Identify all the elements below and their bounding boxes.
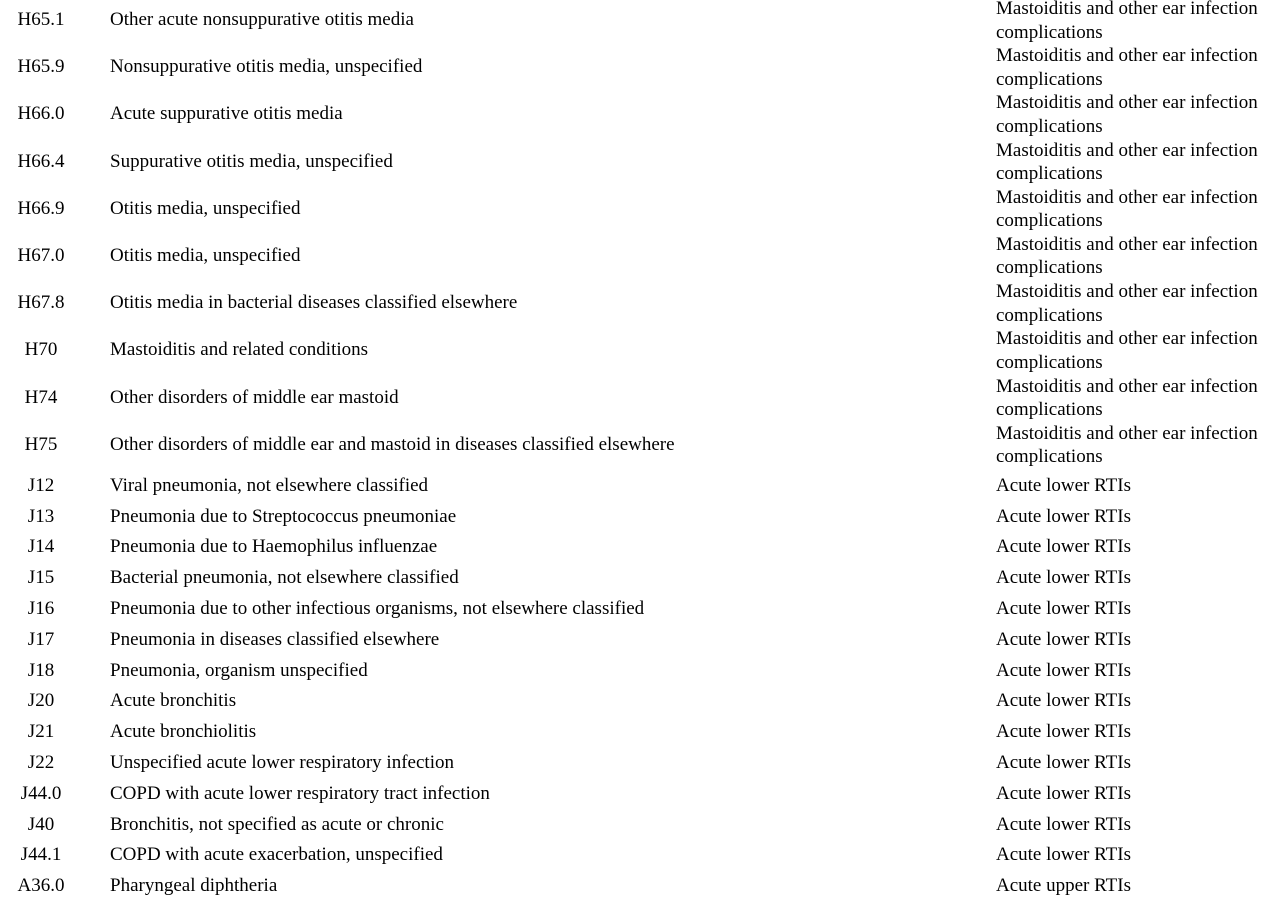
table-row: [0, 720, 1280, 751]
table-row: [0, 94, 1280, 141]
category-label: Acute lower RTIs: [996, 659, 1131, 681]
table-row: [0, 628, 1280, 659]
category-label: Acute lower RTIs: [996, 598, 1131, 620]
icd-code: J17: [27, 628, 55, 650]
icd-code: H66.0: [17, 103, 65, 125]
category-label: Acute lower RTIs: [996, 690, 1131, 712]
icd-code: H66.9: [17, 197, 65, 219]
code-description: Pneumonia due to Streptococcus pneumoniae: [110, 505, 457, 527]
category-label: Acute lower RTIs: [996, 844, 1131, 866]
table-row: [0, 330, 1280, 377]
category-label: Acute lower RTIs: [996, 813, 1131, 835]
icd-code: H65.1: [17, 9, 65, 30]
icd-code: H65.9: [17, 56, 65, 78]
category-label: Mastoiditis and other ear infection complications: [996, 375, 1258, 420]
code-description: COPD with acute exacerbation, unspecified: [110, 844, 443, 866]
table-row: [0, 566, 1280, 597]
category-label: Acute lower RTIs: [996, 721, 1131, 743]
table-row: [0, 813, 1280, 844]
code-description: Otitis media, unspecified: [110, 197, 301, 219]
category-label: Mastoiditis and other ear infection complications: [996, 422, 1258, 468]
table-row: [0, 233, 1280, 283]
icd-code: J16: [27, 598, 55, 620]
table-row: [0, 597, 1280, 628]
code-description: Bronchitis, not specified as acute or chronic: [110, 813, 444, 835]
table-row: [0, 874, 1280, 905]
icd-code: J13: [27, 505, 55, 527]
code-description: Otitis media in bacterial diseases classified elsewhere: [110, 292, 518, 314]
table-row: [0, 659, 1280, 690]
code-description: Other disorders of middle ear and mastoid in diseases classified elsewhere: [110, 433, 675, 455]
code-description: Pharyngeal diphtheria: [110, 875, 278, 897]
table-row: [0, 47, 1280, 94]
table-row: [0, 139, 1280, 189]
code-description: Viral pneumonia, not elsewhere classified: [110, 474, 429, 496]
code-description: Unspecified acute lower respiratory infection: [110, 752, 454, 774]
code-description: Pneumonia due to Haemophilus influenzae: [110, 536, 438, 558]
category-label: Acute upper RTIs: [996, 875, 1131, 897]
table-row: [0, 843, 1280, 874]
table-row: [0, 751, 1280, 782]
code-description: Acute bronchiolitis: [110, 721, 257, 743]
icd-code: H70: [24, 339, 58, 361]
table-row: [0, 375, 1280, 425]
table-row: [0, 535, 1280, 566]
icd-code: J21: [27, 721, 55, 743]
table-row: [0, 474, 1280, 505]
icd-code: J40: [27, 813, 55, 835]
table-row: [0, 505, 1280, 536]
category-label: Acute lower RTIs: [996, 474, 1131, 496]
category-label: Mastoiditis and other ear infection complications: [996, 92, 1258, 137]
code-description: Pneumonia in diseases classified elsewhere: [110, 628, 440, 650]
category-label: Acute lower RTIs: [996, 782, 1131, 804]
code-description: Other disorders of middle ear mastoid: [110, 386, 399, 408]
category-label: Acute lower RTIs: [996, 628, 1131, 650]
code-description: Acute bronchitis: [110, 690, 237, 712]
code-description: Otitis media, unspecified: [110, 244, 301, 266]
category-label: Mastoiditis and other ear infection complications: [996, 139, 1258, 185]
code-description: Suppurative otitis media, unspecified: [110, 150, 393, 172]
table-row: [0, 283, 1280, 330]
icd-code: H74: [24, 386, 58, 408]
icd-code: J44.1: [20, 844, 62, 866]
code-description: Other acute nonsuppurative otitis media: [110, 9, 414, 30]
table-row: [0, 0, 1280, 47]
code-description: Bacterial pneumonia, not elsewhere classified: [110, 567, 459, 589]
icd-code: J20: [27, 690, 55, 712]
table-row: [0, 186, 1280, 236]
category-label: Mastoiditis and other ear infection complications: [996, 0, 1258, 43]
category-label: Acute lower RTIs: [996, 567, 1131, 589]
icd-code: J22: [27, 752, 55, 774]
category-label: Mastoiditis and other ear infection complications: [996, 233, 1258, 279]
category-label: Mastoiditis and other ear infection complications: [996, 281, 1258, 326]
code-description: Mastoiditis and related conditions: [110, 339, 369, 361]
code-description: Pneumonia, organism unspecified: [110, 659, 368, 681]
icd-code: J14: [27, 536, 55, 558]
icd-code: J18: [27, 659, 55, 681]
category-label: Mastoiditis and other ear infection complications: [996, 328, 1258, 373]
code-description: Nonsuppurative otitis media, unspecified: [110, 56, 423, 78]
table-row: [0, 422, 1280, 472]
icd-code: J12: [27, 474, 55, 496]
table-row: [0, 782, 1280, 813]
code-description: Pneumonia due to other infectious organisms, not elsewhere classified: [110, 598, 645, 620]
icd-code: H67.8: [17, 292, 65, 314]
category-label: Acute lower RTIs: [996, 752, 1131, 774]
icd-code: H66.4: [17, 150, 65, 172]
code-description: Acute suppurative otitis media: [110, 103, 343, 125]
category-label: Acute lower RTIs: [996, 536, 1131, 558]
icd-code: H75: [24, 433, 58, 455]
category-label: Acute lower RTIs: [996, 505, 1131, 527]
code-description: COPD with acute lower respiratory tract infection: [110, 782, 490, 804]
table-row: [0, 689, 1280, 720]
icd-code: J44.0: [20, 782, 62, 804]
icd-code: H67.0: [17, 244, 65, 266]
icd-code: J15: [27, 567, 55, 589]
category-label: Mastoiditis and other ear infection complications: [996, 45, 1258, 90]
icd-code: A36.0: [17, 875, 65, 897]
category-label: Mastoiditis and other ear infection complications: [996, 186, 1258, 232]
